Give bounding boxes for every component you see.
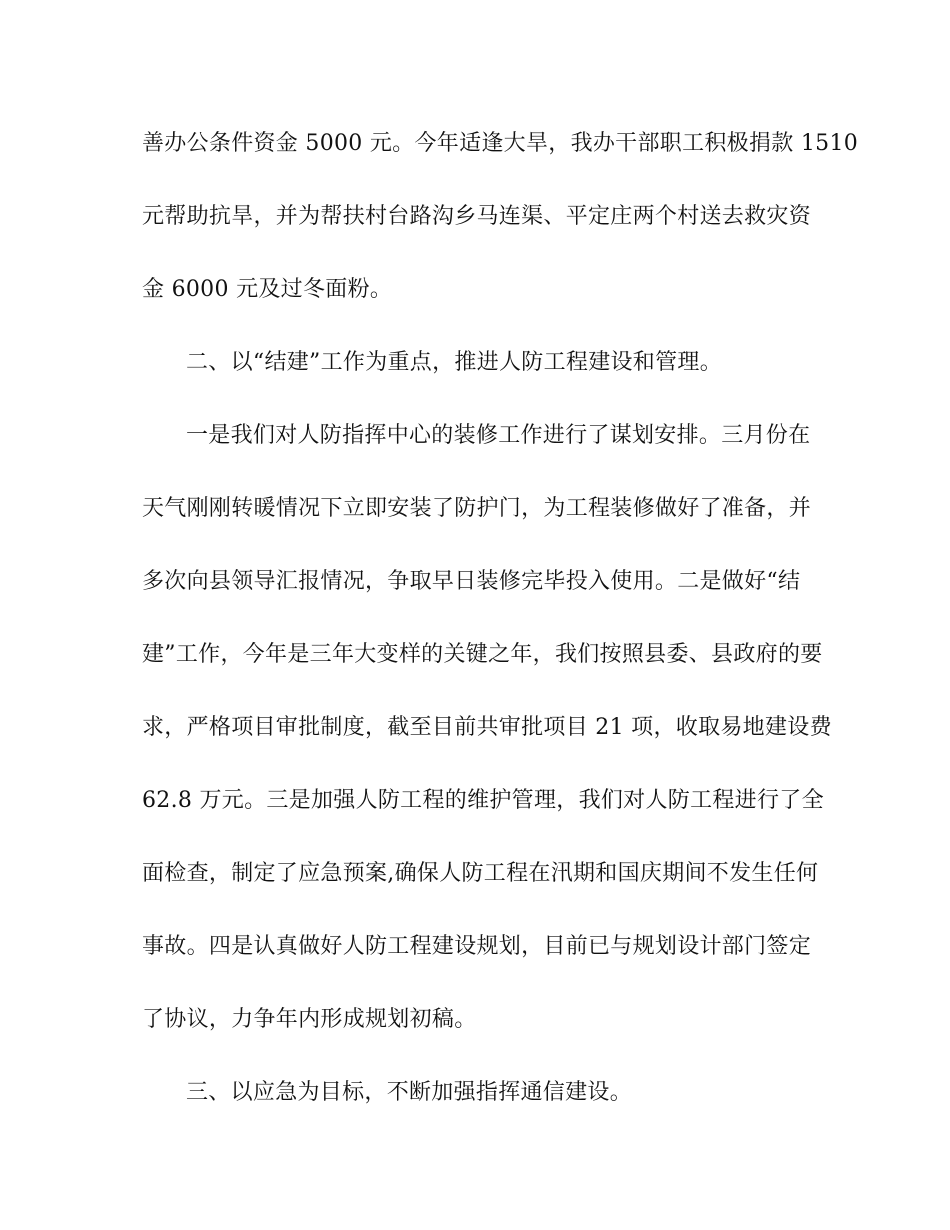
text-line: 62.8 万元。三是加强人防工程的维护管理，我们对人防工程进行了全 [142,788,824,813]
text-line: 多次向县领导汇报情况，争取早日装修完毕投入使用。二是做好“结 [142,569,801,594]
text-line: 面检查，制定了应急预案,确保人防工程在汛期和国庆期间不发生任何 [142,861,819,886]
text-line: 事故。四是认真做好人防工程建设规划，目前已与规划设计部门签定 [142,934,812,959]
text-line: 了协议，力争年内形成规划初稿。 [142,1007,477,1032]
section-heading: 三、以应急为目标，不断加强指挥通信建设。 [186,1080,633,1105]
text-line: 天气刚刚转暖情况下立即安装了防护门，为工程装修做好了准备，并 [142,496,812,521]
text-line: 一是我们对人防指挥中心的装修工作进行了谋划安排。三月份在 [186,423,811,448]
text-line: 求，严格项目审批制度，截至目前共审批项目 21 项，收取易地建设费 [142,715,832,740]
section-heading: 二、以“结建”工作为重点，推进人防工程建设和管理。 [186,350,722,375]
text-line: 元帮助抗旱，并为帮扶村台路沟乡马连渠、平定庄两个村送去救灾资 [142,204,812,229]
text-line: 建”工作，今年是三年大变样的关键之年，我们按照县委、县政府的要 [142,642,823,667]
text-line: 金 6000 元及过冬面粉。 [142,277,393,302]
text-line: 善办公条件资金 5000 元。今年适逢大旱，我办干部职工积极捐款 1510 [142,131,859,156]
